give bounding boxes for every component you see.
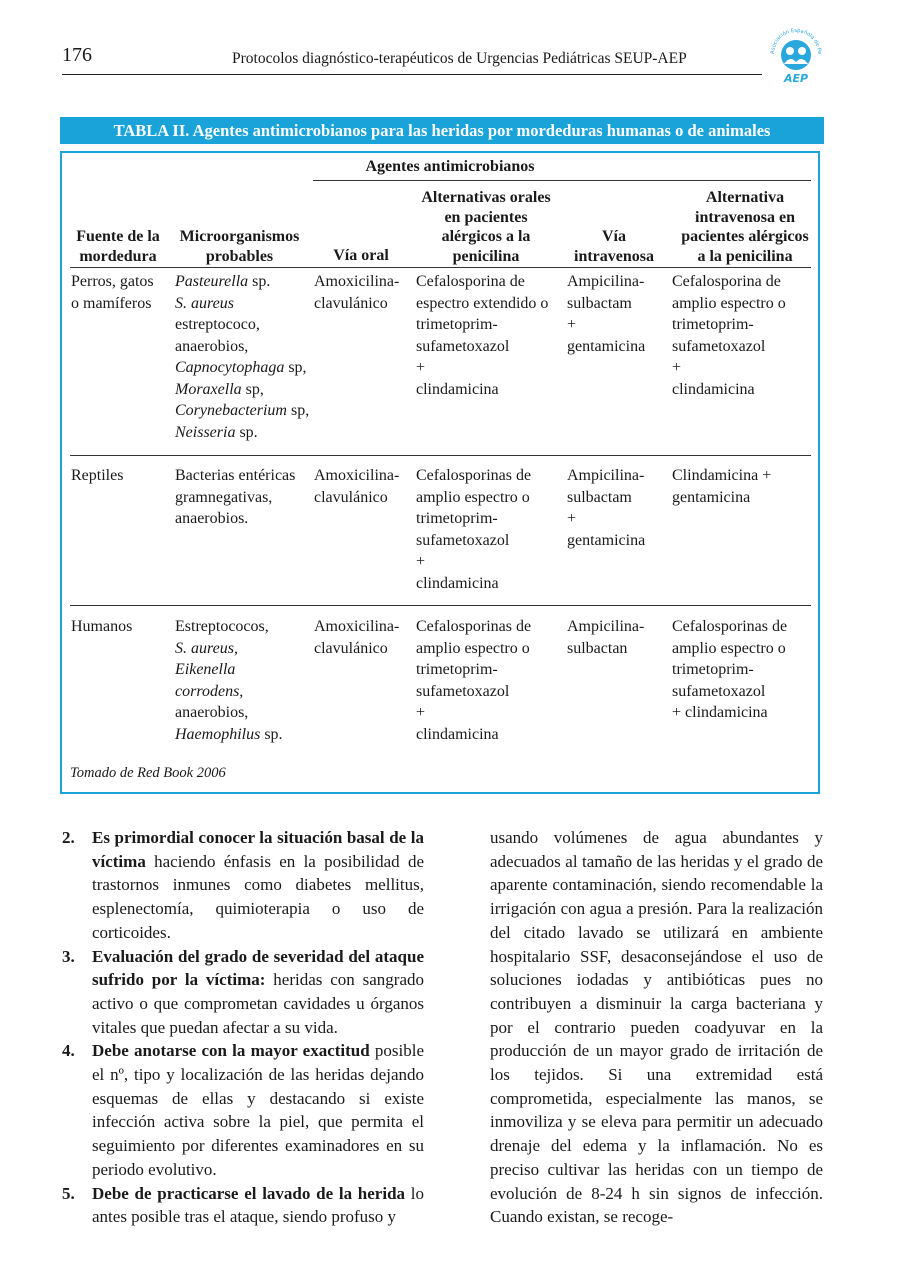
row1-oral-alt: Cefalosporina de espectro extendido o trimetoprim- sufametoxazol + clindamicina bbox=[416, 273, 549, 398]
row2-organisms: Bacterias entéricas gramnegativas, anaerobios. bbox=[175, 467, 296, 527]
logo-abbr: AEP bbox=[783, 72, 809, 85]
left-column bbox=[62, 826, 424, 1229]
header-iv-alt: Alternativa intravenosa en pacientes alérgicos a la penicilina bbox=[681, 189, 809, 265]
row1-iv-alt: Cefalosporina de amplio espectro o trimetoprim- sufametoxazol + clindamicina bbox=[672, 273, 786, 398]
row-divider bbox=[70, 605, 811, 606]
row2-iv-alt: Clindamicina + gentamicina bbox=[672, 467, 772, 506]
header-iv: Vía intravenosa bbox=[574, 228, 654, 265]
row2-oral-alt: Cefalosporinas de amplio espectro o trimetoprim- sufametoxazol + clindamicina bbox=[416, 467, 532, 592]
row1-iv: Ampicilina- sulbactam + gentamicina bbox=[567, 273, 646, 355]
row3-oral-alt: Cefalosporinas de amplio espectro o trimetoprim- sufametoxazol + clindamicina bbox=[416, 618, 532, 743]
right-column bbox=[490, 826, 823, 1229]
header-oral-alt: Alternativas orales en pacientes alérgicos a la penicilina bbox=[421, 189, 551, 265]
row1-oral: Amoxicilina- clavulánico bbox=[314, 273, 400, 312]
row3-iv: Ampicilina- sulbactan bbox=[567, 618, 645, 657]
row2-oral: Amoxicilina- clavulánico bbox=[314, 467, 400, 506]
list-item: 2. Es primordial conocer la situación basal de la víctima haciendo énfasis en la posibilidad de trastornos inmunes como diabetes mellitus, esplenectomía, quimioterapia o uso de corticoides. bbox=[62, 828, 424, 942]
page-header bbox=[62, 44, 762, 75]
list-item: 5. Debe de practicarse el lavado de la herida lo antes posible tras el ataque, siendo profuso y bbox=[62, 1183, 424, 1227]
list-item: 4. Debe anotarse con la mayor exactitud posible el nº, tipo y localización de las heridas dejando esquemas de ellas y destacando si existe infección activa sobre la piel, que permita el seguimiento por diferentes examinadores en su periodo evolutivo. bbox=[62, 1041, 425, 1179]
row3-iv-alt: Cefalosporinas de amplio espectro o trimetoprim- sufametoxazol + clindamicina bbox=[672, 618, 788, 721]
header-source: Fuente de la mordedura bbox=[76, 228, 160, 265]
row1-source: Perros, gatos o mamíferos bbox=[71, 273, 154, 312]
logo-ring-text: Asociación Española de Pe bbox=[769, 27, 823, 55]
body-paragraph: usando volúmenes de agua abundantes y adecuados al tamaño de las heridas y el grado de aparente contaminación, siendo recomendable la irrigación con agua a presión. Para la realización del citado lavado se utilizará en ambiente hospitalario SSF, desaconsejándose el uso de soluciones iodadas y antibióticas pues no contribuyen a disminuir la carga bacteriana y por el contrario pueden coadyuvar en la producción de un mayor grado de irritación de los tejidos. Si una extremidad está comprometida, especialmente las manos, se inmoviliza y se eleva para permitir un adecuado drenaje del edema y la inflamación. No es preciso cultivar las heridas con un tiempo de evolución de 8-24 h sin signos de infección. Cuando existan, se recoge- bbox=[490, 828, 823, 1227]
list-item: 3. Evaluación del grado de severidad del ataque sufrido por la víctima: heridas con sangrado activo o que comprometan cavidades u órganos vitales que puedan afectar a su vida. bbox=[62, 946, 424, 1037]
row3-source: Humanos bbox=[71, 618, 133, 635]
page-number: 176 bbox=[62, 44, 92, 66]
group-rule bbox=[313, 180, 811, 181]
group-header: Agentes antimicrobianos bbox=[365, 158, 535, 175]
row2-source: Reptiles bbox=[71, 467, 124, 484]
running-title: Protocolos diagnóstico-terapéuticos de Urgencias Pediátricas SEUP-AEP bbox=[232, 50, 687, 67]
table-source-note: Tomado de Red Book 2006 bbox=[70, 765, 226, 781]
aep-logo bbox=[766, 24, 826, 86]
row1-organisms: Pasteurella sp. S. aureus estreptococo, anaerobios, Capnocytophaga sp, Moraxella sp, Corynebacterium sp, Neisseria sp. bbox=[175, 273, 310, 441]
header-organisms: Microorganismos probables bbox=[179, 228, 300, 265]
row2-iv: Ampicilina- sulbactam + gentamicina bbox=[567, 467, 646, 549]
row3-organisms: Estreptococos, S. aureus, Eikenella corrodens, anaerobios, Haemophilus sp. bbox=[175, 618, 283, 743]
header-rule bbox=[70, 267, 811, 268]
row-divider bbox=[70, 455, 811, 456]
table-title: TABLA II. Agentes antimicrobianos para las heridas por mordeduras humanas o de animales bbox=[60, 117, 824, 144]
header-oral: Vía oral bbox=[333, 247, 389, 264]
row3-oral: Amoxicilina- clavulánico bbox=[314, 618, 400, 657]
